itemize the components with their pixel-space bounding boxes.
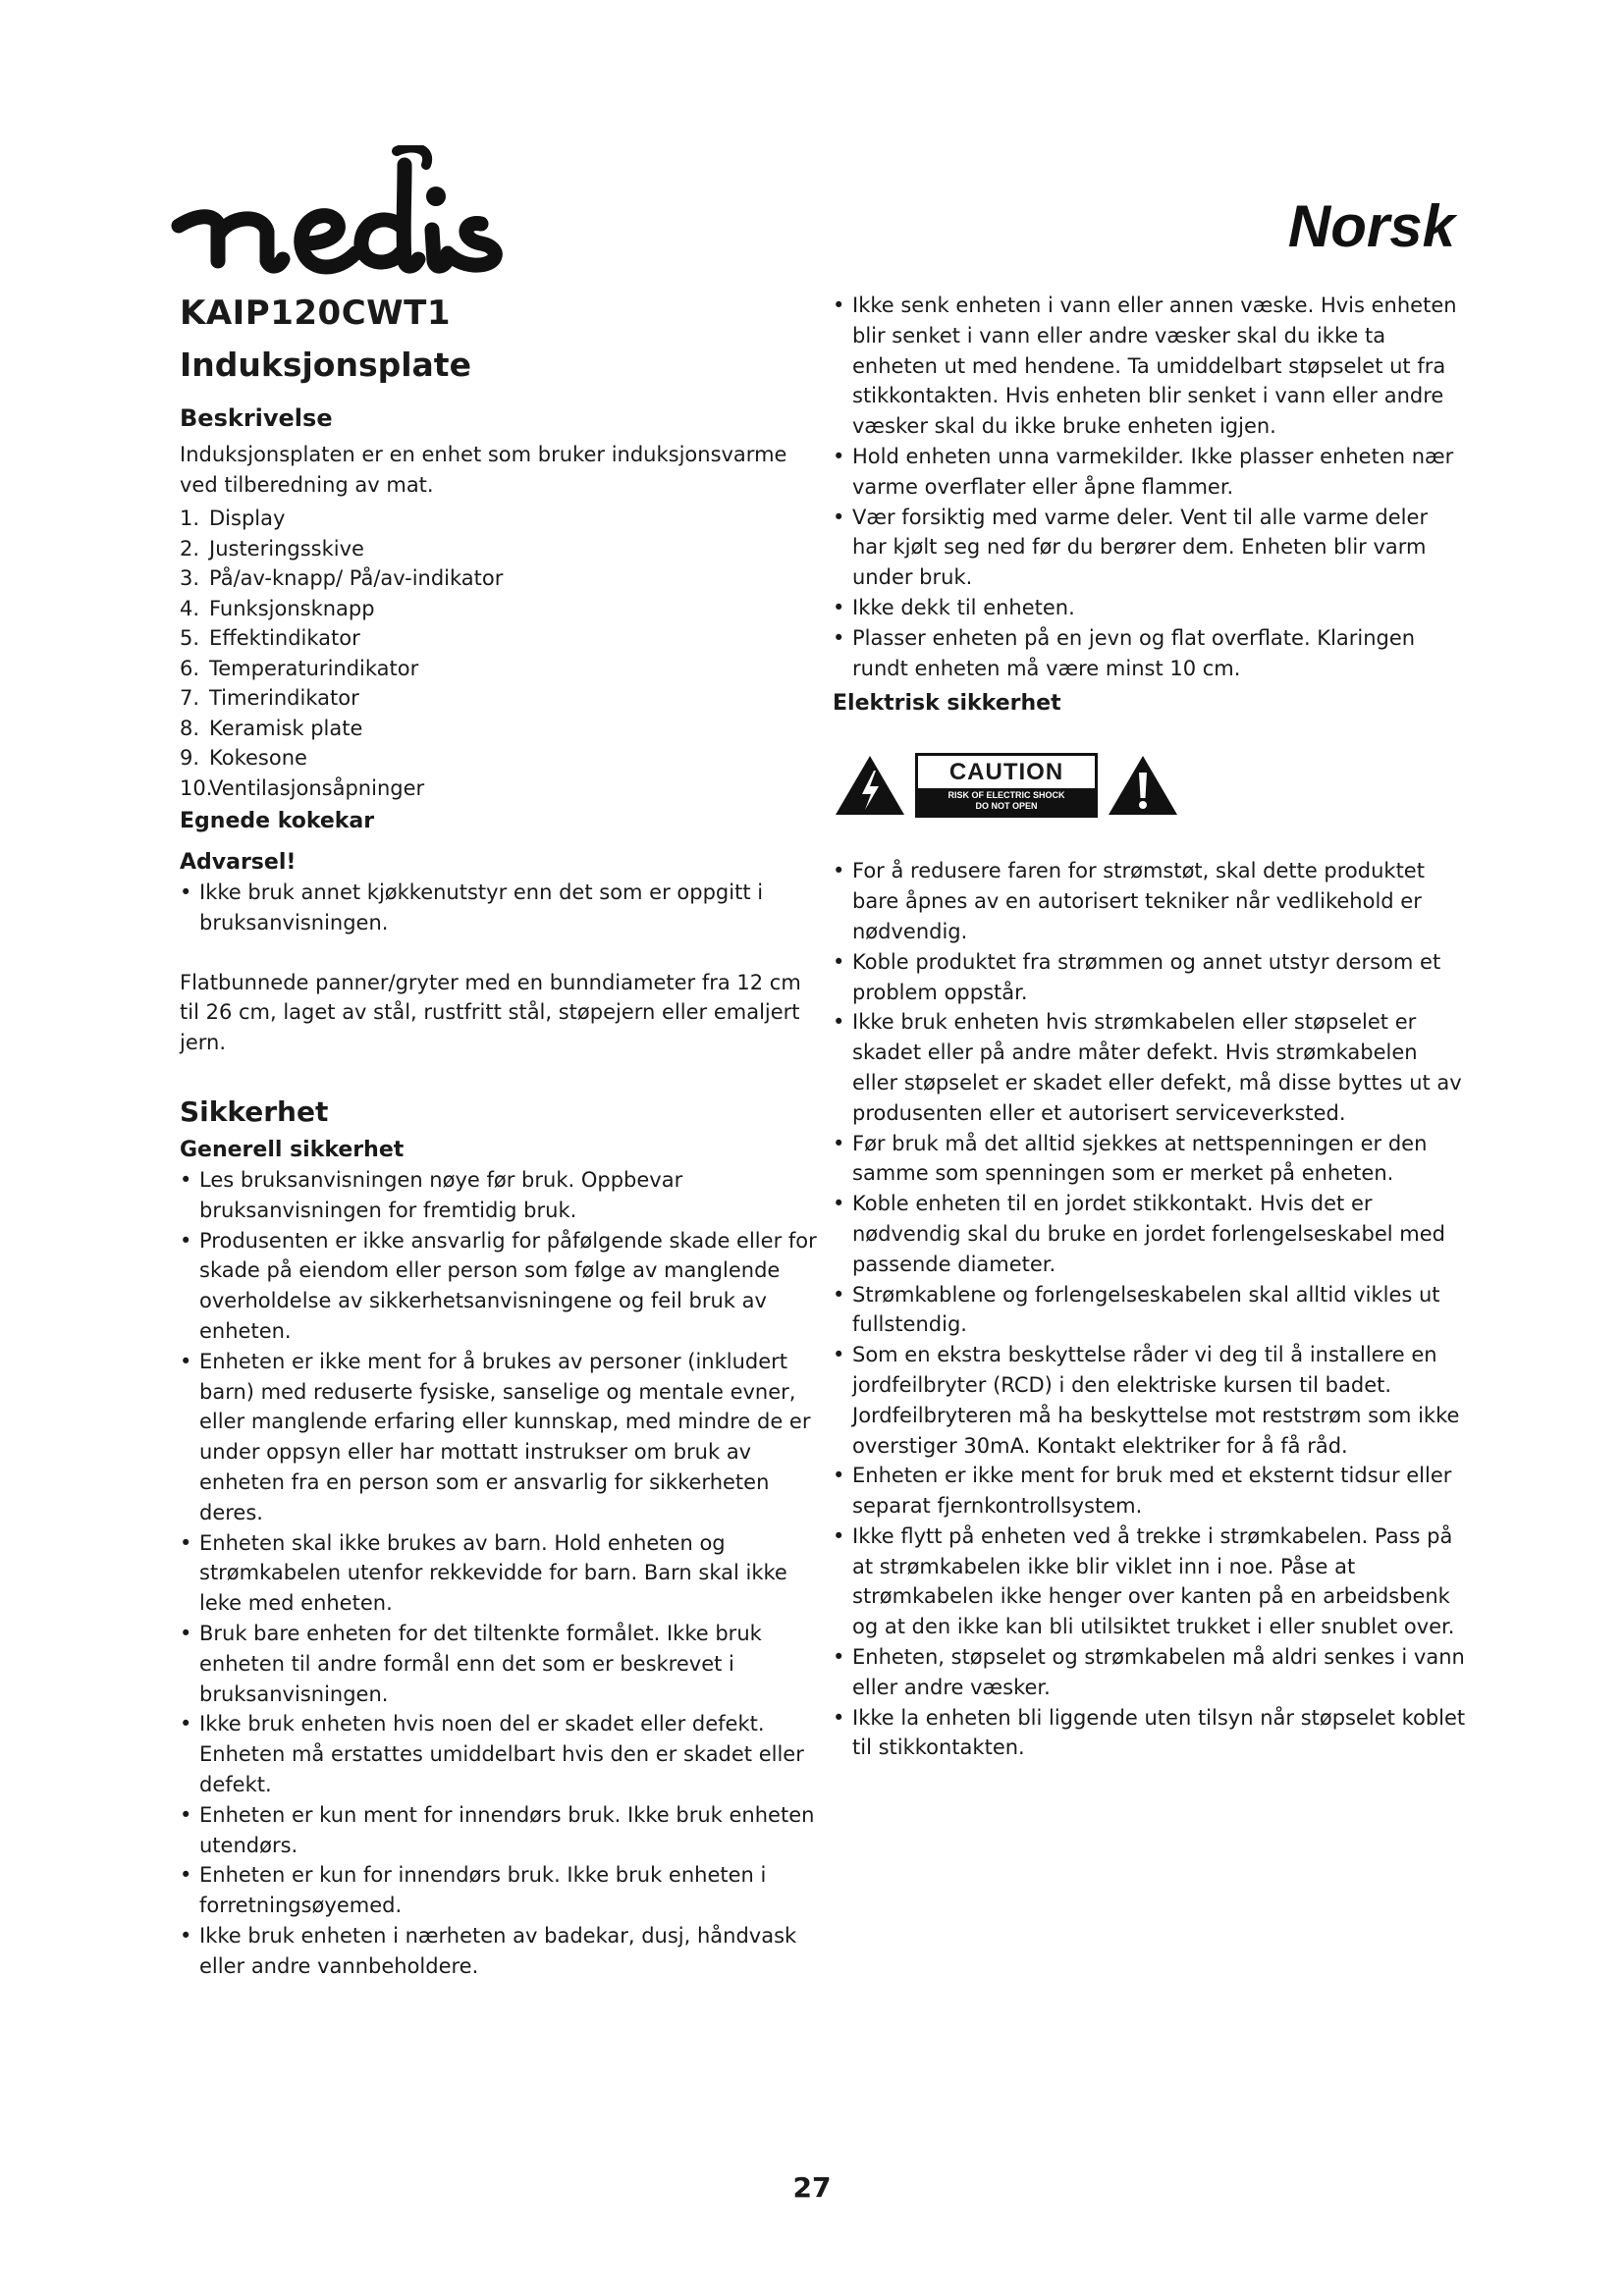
- list-item: 5. Effektindikator: [180, 626, 360, 650]
- product-title: Induksjonsplate: [180, 346, 471, 384]
- beskrivelse-heading: Beskrivelse: [180, 404, 333, 432]
- list-item: • Ikke bruk enheten hvis noen del er skadet eller defekt. Enheten må erstattes umiddelbart hvis den er skadet eller defekt.: [180, 1709, 818, 1799]
- model-number: KAIP120CWT1: [180, 294, 452, 333]
- advarsel-heading: Advarsel!: [180, 850, 297, 875]
- list-item: 3. På/av-knapp/ På/av-indikator: [180, 566, 504, 590]
- list-item: • Les bruksanvisningen nøye før bruk. Oppbevar bruksanvisningen for fremtidig bruk.: [180, 1165, 818, 1226]
- parts-list: [180, 504, 818, 803]
- list-item: • Ikke bruk enheten i nærheten av badekar, dusj, håndvask eller andre vannbeholdere.: [180, 1921, 818, 1982]
- safety-list-continued: [833, 291, 1466, 683]
- list-item: 10.Ventilasjonsåpninger: [180, 775, 425, 800]
- caution-subtext: RISK OF ELECTRIC SHOCK DO NOT OPEN: [918, 788, 1095, 815]
- list-item: • Enheten er ikke ment for bruk med et eksternt tidsur eller separat fjernkontrollsystem.: [833, 1461, 1466, 1522]
- language-label: Norsk: [1287, 193, 1455, 259]
- list-item: 1. Display: [180, 507, 286, 530]
- list-item: 8. Keramisk plate: [180, 716, 363, 740]
- list-item: • Koble produktet fra strømmen og annet utstyr dersom et problem oppstår.: [833, 947, 1466, 1008]
- list-item: • Bruk bare enheten for det tiltenkte formålet. Ikke bruk enheten til andre formål enn det som er beskrevet i bruksanvisningen.: [180, 1619, 818, 1709]
- left-column: [180, 291, 818, 1982]
- warning-list: [180, 878, 818, 938]
- list-item: • Strømkablene og forlengelseskabelen skal alltid vikles ut fullstendig.: [833, 1280, 1466, 1341]
- list-item: • Enheten er kun ment for innendørs bruk. Ikke bruk enheten utendørs.: [180, 1800, 818, 1861]
- electrical-safety-list: [833, 856, 1466, 1763]
- list-item: • Enheten er kun for innendørs bruk. Ikke bruk enheten i forretningsøyemed.: [180, 1860, 818, 1921]
- beskrivelse-intro: Induksjonsplaten er en enhet som bruker induksjonsvarme ved tilberedning av mat.: [180, 443, 787, 497]
- list-item: • Enheten er ikke ment for å brukes av personer (inkludert barn) med reduserte fysiske, sanselige og mentale evner, eller manglende erfaring eller kunnskap, med mindre de er under oppsyn eller har mottatt instrukser om bruk av enheten fra en person som er ansvarlig for sikkerheten deres.: [180, 1347, 818, 1528]
- electric-shock-warning-icon: [833, 753, 907, 818]
- list-item: • Enheten, støpselet og strømkabelen må aldri senkes i vann eller andre væsker.: [833, 1642, 1466, 1703]
- exclamation-warning-icon: [1106, 753, 1180, 818]
- nedis-logo: [169, 145, 640, 291]
- list-item: • Før bruk må det alltid sjekkes at nettspenningen er den samme som spenningen som er merket på enheten.: [833, 1129, 1466, 1190]
- list-item: 6. Temperaturindikator: [180, 656, 419, 680]
- page-number: 27: [792, 2171, 832, 2204]
- list-item: • Som en ekstra beskyttelse råder vi deg til å installere en jordfeilbryter (RCD) i den elektriske kursen til badet. Jordfeilbryteren må ha beskyttelse mot reststrøm som ikke overstiger 30mA. Kontakt elektriker for å få råd.: [833, 1340, 1466, 1461]
- generell-heading: Generell sikkerhet: [180, 1138, 405, 1163]
- list-item: • Plasser enheten på en jevn og flat overflate. Klaringen rundt enheten må være minst 10 cm.: [833, 623, 1466, 684]
- general-safety-list: [180, 1165, 818, 1982]
- list-item: 2. Justeringsskive: [180, 536, 364, 561]
- list-item: • Vær forsiktig med varme deler. Vent til alle varme deler har kjølt seg ned før du berører dem. Enheten blir varm under bruk.: [833, 503, 1466, 593]
- list-item: 7. Timerindikator: [180, 686, 359, 710]
- caution-box: [915, 753, 1098, 818]
- list-item: 4. Funksjonsknapp: [180, 596, 375, 620]
- list-item: • Produsenten er ikke ansvarlig for påfølgende skade eller for skade på eiendom eller person som følge av manglende overholdelse av sikkerhetsanvisningene og feil bruk av enheten.: [180, 1226, 818, 1347]
- list-item: • Ikke bruk enheten hvis strømkabelen eller støpselet er skadet eller på andre måter defekt. Hvis strømkabelen eller støpselet er skadet eller defekt, må disse byttes ut av produsenten eller et autorisert serviceverksted.: [833, 1007, 1466, 1128]
- right-column: [833, 291, 1466, 1763]
- list-item: • Ikke flytt på enheten ved å trekke i strømkabelen. Pass på at strømkabelen ikke blir viklet inn i noe. Påse at strømkabelen ikke henger over kanten på en arbeidsbenk og at den ikke kan bli utilsiktet trukket i eller snublet over.: [833, 1522, 1466, 1642]
- list-item: • Ikke la enheten bli liggende uten tilsyn når støpselet koblet til stikkontakten.: [833, 1703, 1466, 1764]
- list-item: • Hold enheten unna varmekilder. Ikke plasser enheten nær varme overflater eller åpne flammer.: [833, 442, 1466, 503]
- list-item: • Enheten skal ikke brukes av barn. Hold enheten og strømkabelen utenfor rekkevidde for barn. Barn skal ikke leke med enheten.: [180, 1528, 818, 1619]
- caution-title: CAUTION: [948, 758, 1064, 785]
- list-item: • Koble enheten til en jordet stikkontakt. Hvis det er nødvendig skal du bruke en jordet forlengelseskabel med passende diameter.: [833, 1189, 1466, 1279]
- caution-label: [833, 732, 1466, 838]
- list-item: • Ikke dekk til enheten.: [833, 593, 1466, 623]
- list-item: • Ikke bruk annet kjøkkenutstyr enn det som er oppgitt i bruksanvisningen.: [180, 878, 818, 938]
- list-item: 9. Kokesone: [180, 746, 307, 770]
- logo-dot-icon: [426, 187, 446, 206]
- cookware-text: Flatbunnede panner/gryter med en bunndiameter fra 12 cm til 26 cm, laget av stål, rustfritt stål, støpejern eller emaljert jern.: [180, 970, 801, 1054]
- list-item: • For å redusere faren for strømstøt, skal dette produktet bare åpnes av en autorisert tekniker når vedlikehold er nødvendig.: [833, 856, 1466, 946]
- elektrisk-heading: Elektrisk sikkerhet: [833, 691, 1061, 717]
- list-item: • Ikke senk enheten i vann eller annen væske. Hvis enheten blir senket i vann eller andre væsker skal du ikke ta enheten ut med hendene. Ta umiddelbart støpselet ut fra stikkontakten. Hvis enheten blir senket i vann eller andre væsker skal du ikke bruke enheten igjen.: [833, 291, 1466, 442]
- egnede-heading: Egnede kokekar: [180, 809, 375, 833]
- sikkerhet-heading: Sikkerhet: [180, 1095, 329, 1129]
